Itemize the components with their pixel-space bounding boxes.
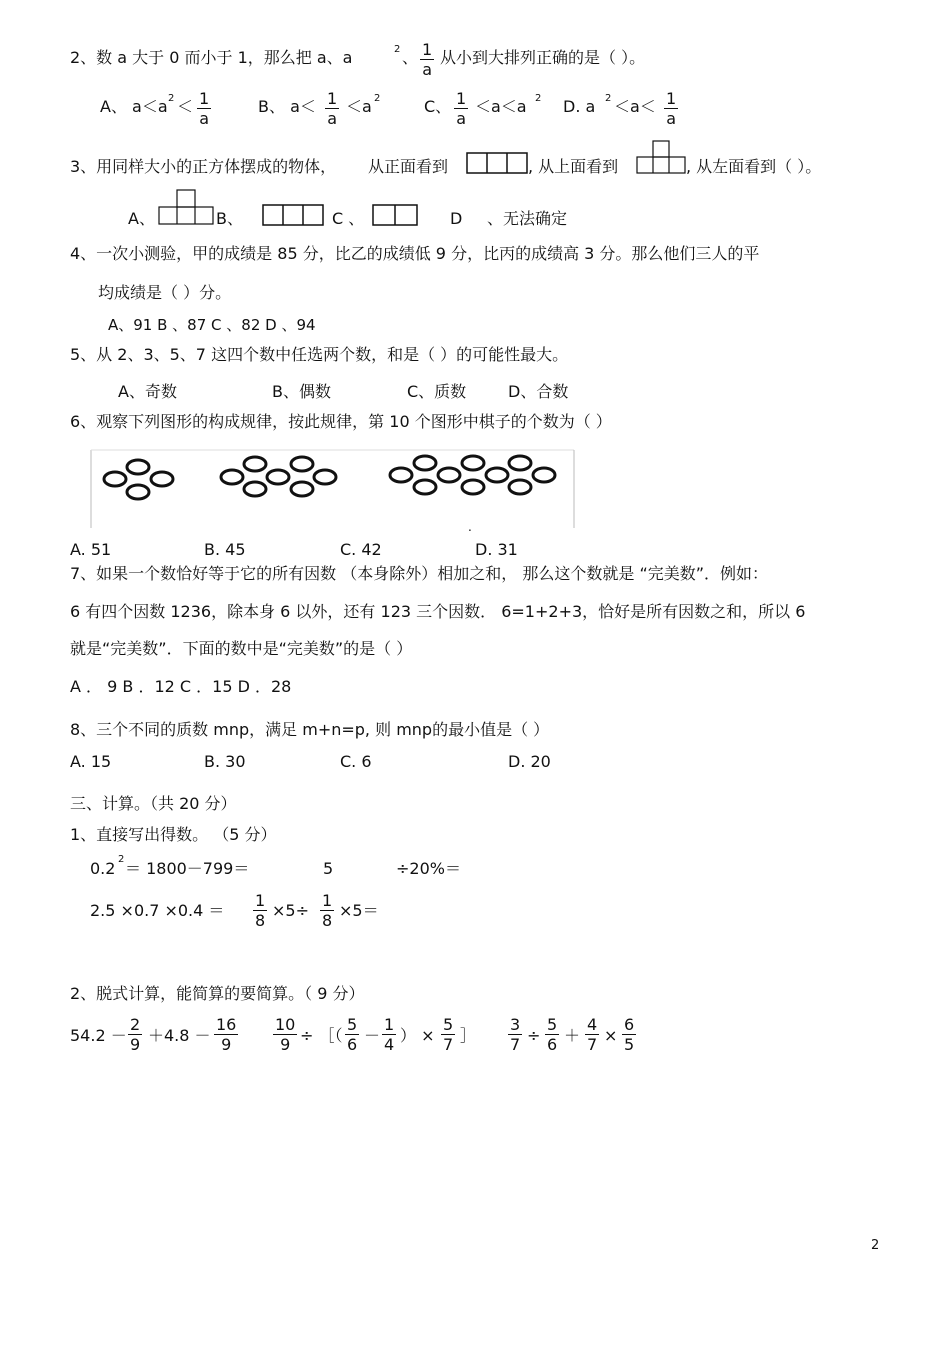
comp3-a: ÷ — [527, 1026, 541, 1045]
q6-pattern-figure — [90, 450, 576, 530]
q2-option-a-lt: ＜ — [177, 97, 194, 116]
q2-option-c-rest: ＜a＜a — [475, 97, 527, 116]
q3-option-b: B、 — [216, 209, 243, 228]
q3-option-a: A、 — [128, 209, 155, 228]
calc-e6-frac-2: $\frac{1}{8}$ — [322, 891, 333, 930]
q2-option-a-frac: $\frac{1}{a}$ — [199, 89, 210, 128]
comp2-b: － — [364, 1026, 381, 1045]
q2-option-d-sup: 2 — [605, 93, 612, 104]
q2-text-mid: 、 — [402, 48, 419, 67]
comp2-d: ］ — [460, 1026, 477, 1045]
section-3-title: 三、计算。（共 20 分） — [70, 794, 237, 813]
comp2-frac-2: $\frac{1}{4}$ — [384, 1015, 395, 1054]
q7-line-1: 7、如果一个数恰好等于它的所有因数 （本身除外）相加之和， 那么这个数就是 “完美数”．例如： — [70, 564, 769, 583]
q6-option-c: C. 42 — [340, 540, 382, 559]
comp3-frac-4: $\frac{6}{5}$ — [624, 1015, 635, 1054]
q2-option-c-sup: 2 — [535, 93, 542, 104]
calc-e3: 5 — [323, 859, 334, 878]
q2-option-d-frac: $\frac{1}{a}$ — [666, 89, 677, 128]
q2-option-b: B、 a＜ — [258, 97, 316, 116]
calc-e6b: ×5＝ — [339, 901, 379, 920]
q7-options: A ． 9 B ．12 C ．15 D ．28 — [70, 677, 292, 696]
comp1-frac-2: $\frac{16}{9}$ — [216, 1015, 237, 1054]
q2-option-d: D. a — [563, 97, 596, 116]
q8-option-c: C. 6 — [340, 752, 372, 771]
calc-e6a: ×5÷ — [272, 901, 309, 920]
q5-option-b: B、偶数 — [272, 382, 331, 401]
q2-option-a-sup: 2 — [168, 93, 175, 104]
calc-e5: 2.5 ×0.7 ×0.4 ＝ — [90, 901, 225, 920]
q6-option-a: A. 51 — [70, 540, 112, 559]
comp3-b: ＋ — [564, 1026, 581, 1045]
q6-line: 6、观察下列图形的构成规律，按此规律，第 10 个图形中棋子的个数为（ ） — [70, 412, 612, 431]
q2-text-pre: 2、数 a 大于 0 而小于 1，那么把 a、a — [70, 48, 353, 67]
q4-line-1: 4、一次小测验，甲的成绩是 85 分，比乙的成绩低 9 分，比丙的成绩高 3 分。那么他们三人的平 — [70, 244, 760, 263]
comp1-a: 54.2 － — [70, 1026, 127, 1045]
q6-dot: . — [468, 520, 472, 534]
q3-text-3: , 从上面看到 — [528, 157, 619, 176]
q4-line-2: 均成绩是（ ）分。 — [98, 283, 232, 302]
q2-option-b-sup: 2 — [374, 93, 381, 104]
q3-text-2: 从正面看到 — [368, 157, 449, 176]
q8-option-d: D. 20 — [508, 752, 551, 771]
q3-option-d-text: 、无法确定 — [487, 209, 568, 228]
comp2-a: ÷ ［（ — [300, 1026, 343, 1045]
q2-option-c-frac: $\frac{1}{a}$ — [456, 89, 467, 128]
q2-option-c: C、 — [424, 97, 452, 116]
q5-option-d: D、合数 — [508, 382, 569, 401]
page-number: 2 — [871, 1238, 880, 1253]
q2-text-post: 从小到大排列正确的是（ ）。 — [440, 48, 646, 67]
section-3-sub-1: 1、直接写出得数。 （5 分） — [70, 825, 277, 844]
q7-line-2: 6 有四个因数 1236，除本身 6 以外，还有 123 三个因数． 6=1+2+3，恰好是所有因数之和，所以 6 — [70, 602, 806, 621]
calc-e6-frac-1: $\frac{1}{8}$ — [255, 891, 266, 930]
q6-option-b: B. 45 — [204, 540, 246, 559]
comp1-b: ＋4.8 － — [148, 1026, 211, 1045]
calc-e1b: ＝ 1800－799＝ — [125, 859, 250, 878]
q3-option-c: C 、 — [332, 209, 365, 228]
q2-option-d-rest: ＜a＜ — [614, 97, 656, 116]
q5-option-c: C、质数 — [407, 382, 467, 401]
calc-e4: ÷20%＝ — [396, 859, 461, 878]
q2-option-b-frac: $\frac{1}{a}$ — [327, 89, 338, 128]
q5-option-a: A、奇数 — [118, 382, 177, 401]
q6-option-d: D. 31 — [475, 540, 518, 559]
q3-option-b-figure — [262, 204, 324, 226]
q5-line: 5、从 2、3、5、7 这四个数中任选两个数，和是（ ）的可能性最大。 — [70, 345, 569, 364]
q8-option-a: A. 15 — [70, 752, 112, 771]
q7-line-3: 就是“完美数”．下面的数中是“完美数”的是（ ） — [70, 639, 413, 658]
q3-text-1: 3、用同样大小的正方体摆成的物体， — [70, 157, 337, 176]
q3-option-d: D — [450, 209, 463, 228]
comp3-c: × — [604, 1026, 618, 1045]
q3-option-c-figure — [372, 204, 418, 226]
comp3-frac-2: $\frac{5}{6}$ — [547, 1015, 558, 1054]
q8-option-b: B. 30 — [204, 752, 246, 771]
comp2-frac-1: $\frac{5}{6}$ — [347, 1015, 358, 1054]
q2-sup: 2 — [394, 44, 401, 55]
q2-option-b-rest: ＜a — [346, 97, 372, 116]
q2-frac: $\frac{1}{a}$ — [422, 40, 433, 79]
q3-text-4: , 从左面看到（ ）。 — [686, 157, 822, 176]
comp2-frac-3: $\frac{5}{7}$ — [443, 1015, 454, 1054]
q3-option-a-figure — [158, 189, 214, 225]
comp1-frac-1: $\frac{2}{9}$ — [130, 1015, 141, 1054]
q4-options: A、91 B 、87 C 、82 D 、94 — [108, 316, 316, 334]
q3-front-view-figure — [466, 152, 528, 174]
q2-option-a: A、 a＜a — [100, 97, 168, 116]
calc-e1: 0.2 — [90, 859, 116, 878]
comp2-frac-0: $\frac{10}{9}$ — [275, 1015, 296, 1054]
comp3-frac-1: $\frac{3}{7}$ — [510, 1015, 521, 1054]
section-3-sub-2: 2、脱式计算，能简算的要简算。（ 9 分） — [70, 984, 365, 1003]
q3-top-view-figure — [636, 140, 686, 174]
comp3-frac-3: $\frac{4}{7}$ — [587, 1015, 598, 1054]
comp2-c: ） × — [400, 1026, 435, 1045]
q8-line: 8、三个不同的质数 mnp，满足 m+n=p, 则 mnp的最小值是（ ） — [70, 720, 550, 739]
calc-e1-sup: 2 — [118, 854, 125, 865]
